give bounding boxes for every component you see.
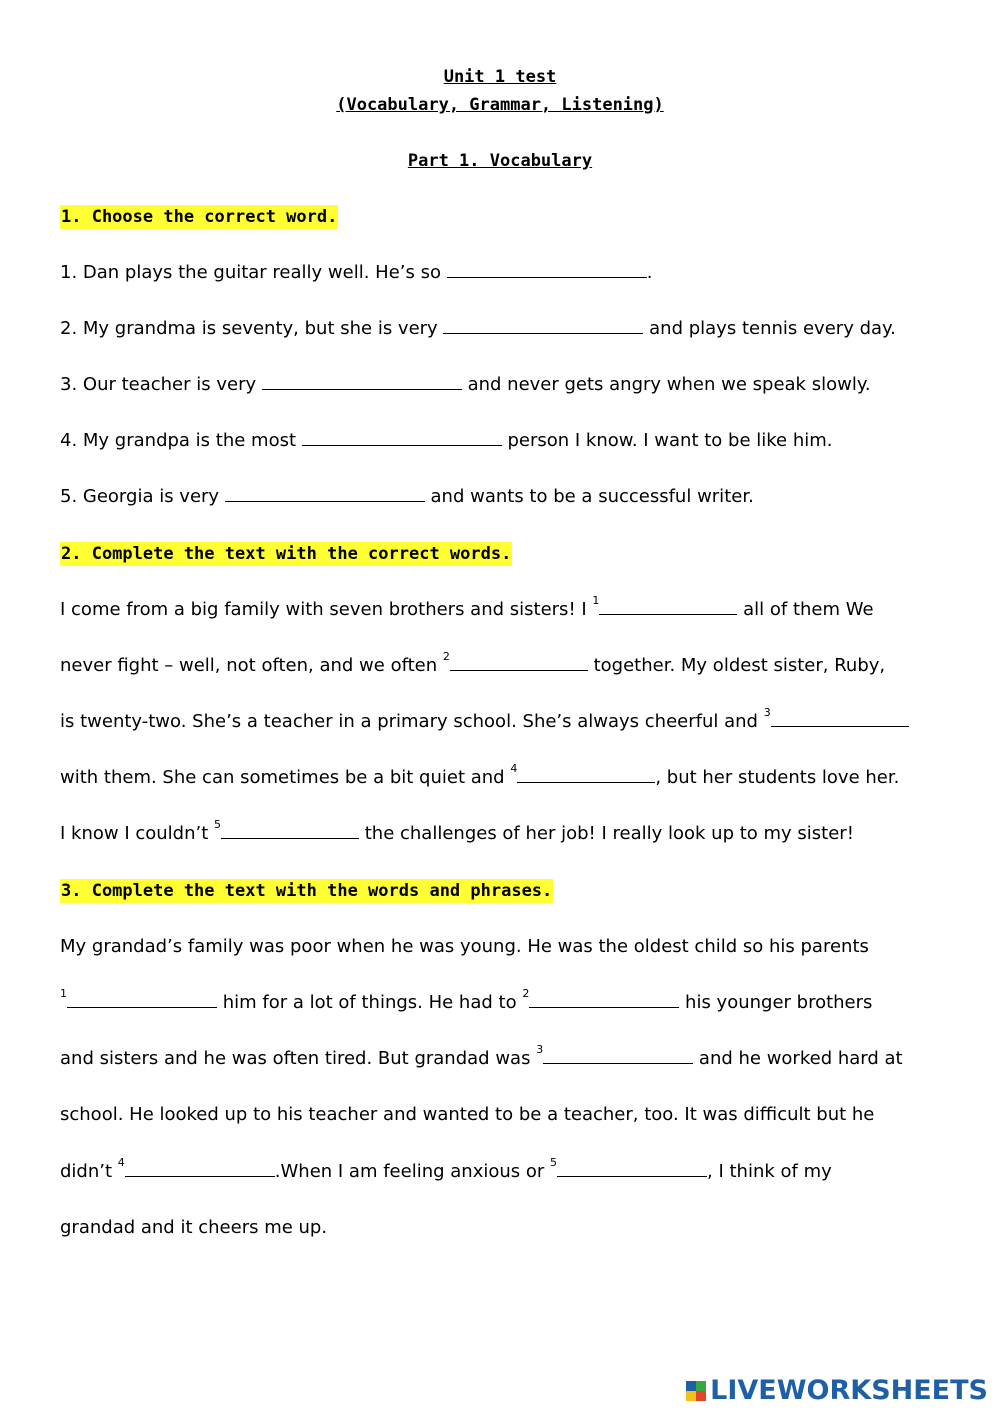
answer-blank[interactable] (125, 1161, 275, 1177)
section3-line-5: didn’t $^4$ .When I am feeling anxious or $^5$ , I think of my (60, 1156, 832, 1182)
answer-blank[interactable] (529, 992, 679, 1008)
section1-item-3: 3. Our teacher is very and never gets angry when we speak slowly. (60, 374, 871, 395)
section3-line-2: $^1$ him for a lot of things. He had to $^2$ his younger brothers (60, 987, 873, 1013)
logo-text: LIVEWORKSHEETS (710, 1375, 988, 1406)
section3-line-3: and sisters and he was often tired. But grandad was $^3$ and he worked hard at (60, 1043, 903, 1069)
answer-blank[interactable] (221, 823, 359, 839)
gap-number: 1 (60, 987, 67, 1000)
gap-number: 1 (592, 594, 600, 607)
answer-blank[interactable] (543, 1048, 693, 1064)
section1-heading: 1. Choose the correct word. (61, 207, 338, 227)
answer-blank[interactable] (557, 1161, 707, 1177)
section2-line-2: never fight – well, not often, and we often $^2$ together. My oldest sister, Ruby, (60, 650, 886, 676)
gap-number: 5 (214, 818, 222, 831)
page-title: Unit 1 test (443, 67, 557, 87)
section3-line-1: My grandad’s family was poor when he was young. He was the oldest child so his parents (60, 936, 869, 957)
gap-number: 4 (117, 1156, 125, 1169)
section1-item-1: 1. Dan plays the guitar really well. He’s so . (60, 262, 653, 283)
answer-blank[interactable] (225, 486, 425, 502)
gap-number: 2 (442, 650, 450, 663)
page-subtitle: (Vocabulary, Grammar, Listening) (336, 95, 664, 115)
section1-item-2: 2. My grandma is seventy, but she is very and plays tennis every day. (60, 318, 896, 339)
gap-number: 3 (536, 1043, 544, 1056)
section3-line-4: school. He looked up to his teacher and wanted to be a teacher, too. It was difficult but he (60, 1104, 875, 1125)
answer-blank[interactable] (447, 262, 647, 278)
gap-number: 5 (550, 1156, 558, 1169)
section2-line-5: I know I couldn’t $^5$ the challenges of her job! I really look up to my sister! (60, 818, 854, 844)
gap-number: 4 (510, 762, 518, 775)
answer-blank[interactable] (517, 767, 655, 783)
section2-line-4: with them. She can sometimes be a bit quiet and $^4$ , but her students love her. (60, 762, 900, 788)
answer-blank[interactable] (771, 711, 909, 727)
section3-heading: 3. Complete the text with the words and phrases. (61, 881, 553, 901)
section2-heading: 2. Complete the text with the correct words. (61, 544, 512, 564)
answer-blank[interactable] (262, 374, 462, 390)
logo-mark-icon (686, 1381, 706, 1401)
section1-item-5: 5. Georgia is very and wants to be a successful writer. (60, 486, 754, 507)
part-heading: Part 1. Vocabulary (407, 151, 593, 171)
gap-number: 3 (763, 706, 771, 719)
answer-blank[interactable] (599, 599, 737, 615)
answer-blank[interactable] (450, 655, 588, 671)
liveworksheets-logo (686, 1376, 988, 1406)
answer-blank[interactable] (443, 318, 643, 334)
answer-blank[interactable] (67, 992, 217, 1008)
answer-blank[interactable] (302, 430, 502, 446)
section1-item-4: 4. My grandpa is the most person I know. I want to be like him. (60, 430, 833, 451)
section2-line-1: I come from a big family with seven brothers and sisters! I $^1$ all of them We (60, 594, 874, 620)
gap-number: 2 (522, 987, 530, 1000)
section2-line-3: is twenty-two. She’s a teacher in a primary school. She’s always cheerful and $^3$ (60, 710, 909, 734)
section3-line-6: grandad and it cheers me up. (60, 1217, 328, 1238)
